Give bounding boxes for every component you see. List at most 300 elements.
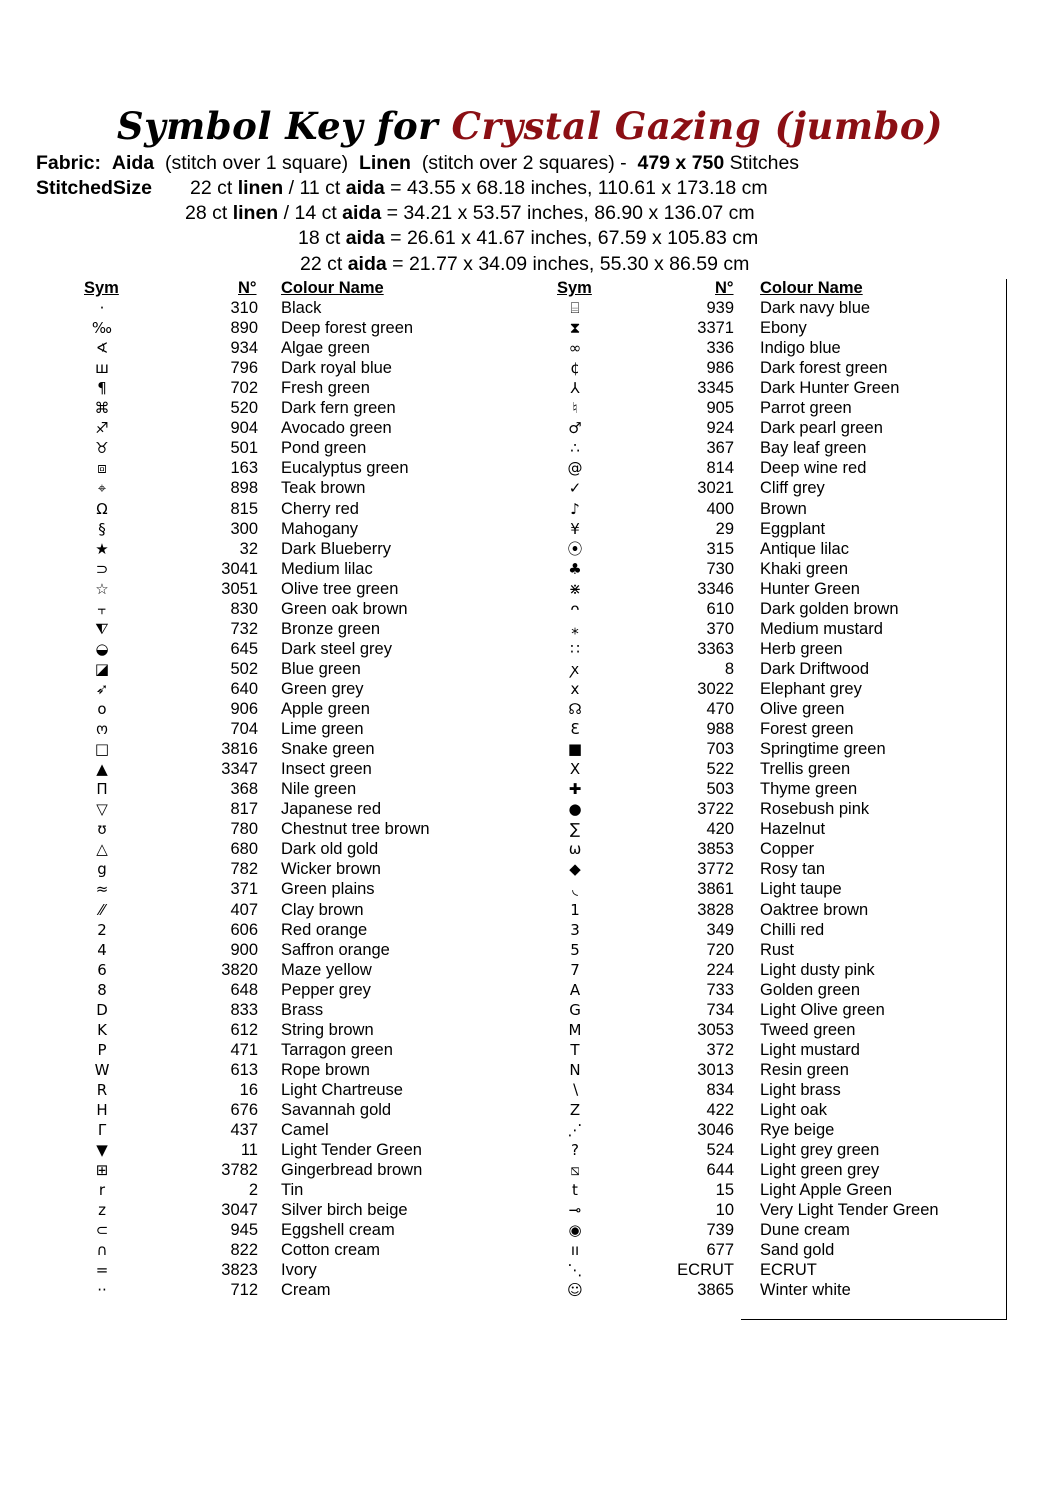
colour-name: Green oak brown bbox=[281, 599, 408, 618]
symbol-glyph: o bbox=[97, 700, 107, 718]
colour-number: 3722 bbox=[697, 800, 734, 819]
colour-number: 780 bbox=[230, 820, 258, 839]
symbol-glyph: ·· bbox=[97, 1281, 107, 1300]
key-row-right bbox=[0, 839, 1060, 859]
colour-number: 782 bbox=[230, 860, 258, 879]
colour-name: Deep forest green bbox=[281, 319, 414, 338]
symbol-glyph: G bbox=[569, 1000, 581, 1019]
colour-number: 986 bbox=[706, 359, 734, 378]
colour-name: Cliff grey bbox=[760, 479, 825, 498]
symbol-glyph: ∑ bbox=[569, 820, 581, 839]
colour-name: Olive green bbox=[760, 700, 845, 718]
colour-number: 3022 bbox=[697, 679, 734, 698]
header-name-right: Colour Name bbox=[760, 279, 863, 297]
colour-name: Sand gold bbox=[760, 1241, 835, 1260]
colour-number: 904 bbox=[230, 419, 258, 438]
symbol-glyph: Π bbox=[96, 780, 108, 799]
colour-name: Insect green bbox=[281, 760, 372, 779]
symbol-glyph: R bbox=[96, 1080, 108, 1099]
symbol-glyph: ⋰ bbox=[567, 1121, 583, 1140]
symbol-glyph: ◆ bbox=[569, 860, 581, 879]
colour-name: Rosy tan bbox=[760, 860, 826, 879]
colour-number: 400 bbox=[706, 499, 734, 518]
colour-number: 822 bbox=[230, 1241, 258, 1260]
key-row-right bbox=[0, 940, 1060, 960]
colour-name: Brass bbox=[281, 1000, 324, 1019]
colour-number: 3782 bbox=[221, 1161, 258, 1180]
colour-number: 422 bbox=[706, 1101, 734, 1119]
symbol-glyph: Ω bbox=[96, 499, 108, 518]
colour-number: 370 bbox=[706, 619, 734, 638]
colour-name: Light Tender Green bbox=[281, 1141, 422, 1160]
colour-name: Light taupe bbox=[760, 880, 842, 899]
symbol-glyph: ? bbox=[571, 1141, 579, 1160]
colour-number: 367 bbox=[706, 439, 734, 458]
key-row-right bbox=[0, 679, 1060, 699]
symbol-glyph: ♣ bbox=[568, 559, 582, 578]
symbol-glyph: 8 bbox=[97, 980, 107, 999]
key-row-right bbox=[0, 1000, 1060, 1020]
colour-name: Camel bbox=[281, 1121, 329, 1140]
key-row-right bbox=[0, 1220, 1060, 1240]
symbol-glyph: ¥ bbox=[570, 519, 580, 538]
colour-number: 437 bbox=[230, 1121, 258, 1140]
symbol-glyph: g bbox=[97, 860, 107, 879]
symbol-glyph: r bbox=[98, 1181, 106, 1200]
symbol-glyph: ⌸ bbox=[570, 299, 580, 317]
symbol-glyph: ◟ bbox=[572, 880, 578, 899]
colour-name: Green grey bbox=[281, 679, 364, 698]
colour-number: 3041 bbox=[221, 559, 258, 578]
symbol-glyph: ▼ bbox=[96, 1141, 108, 1160]
colour-number: 15 bbox=[715, 1181, 734, 1200]
colour-name: Springtime green bbox=[760, 740, 886, 759]
colour-number: 924 bbox=[706, 419, 734, 438]
key-row-right bbox=[0, 1180, 1060, 1200]
colour-number: 905 bbox=[706, 399, 734, 418]
key-row-right bbox=[0, 819, 1060, 839]
colour-name: Red orange bbox=[281, 920, 368, 939]
key-row-right bbox=[0, 739, 1060, 759]
colour-number: 501 bbox=[230, 439, 258, 458]
colour-name: Light Olive green bbox=[760, 1000, 885, 1019]
colour-name: String brown bbox=[281, 1020, 374, 1039]
colour-name: Eggshell cream bbox=[281, 1221, 395, 1240]
key-row-right bbox=[0, 859, 1060, 879]
colour-number: 3865 bbox=[697, 1281, 734, 1300]
colour-name: Dark Driftwood bbox=[760, 659, 870, 678]
fabric-linen-note: (stitch over 2 squares) - bbox=[421, 152, 627, 174]
symbol-glyph: ⊸ bbox=[568, 1201, 582, 1220]
colour-number: 732 bbox=[230, 619, 258, 638]
colour-number: 3371 bbox=[697, 319, 734, 338]
colour-number: 407 bbox=[230, 900, 258, 919]
colour-name: Rope brown bbox=[281, 1060, 370, 1079]
symbol-glyph: ıı bbox=[570, 1241, 580, 1260]
colour-number: 32 bbox=[239, 539, 258, 558]
colour-name: Silver birch beige bbox=[281, 1201, 408, 1220]
key-row-right bbox=[0, 1200, 1060, 1220]
colour-number: 815 bbox=[230, 499, 258, 518]
symbol-glyph: ♮ bbox=[572, 399, 578, 418]
colour-name: Rosebush pink bbox=[760, 800, 870, 819]
symbol-glyph: · bbox=[99, 299, 105, 317]
colour-name: Savannah gold bbox=[281, 1101, 392, 1119]
colour-number: 503 bbox=[706, 780, 734, 799]
colour-name: Indigo blue bbox=[760, 339, 841, 358]
symbol-glyph: A bbox=[569, 980, 581, 999]
symbol-glyph: @ bbox=[567, 459, 583, 478]
size-line: 18 ct aida = 26.61 x 41.67 inches, 67.59 x 105.83 cm bbox=[298, 227, 759, 249]
table-border-right bbox=[1006, 279, 1007, 1320]
symbol-glyph: P bbox=[97, 1040, 107, 1059]
colour-number: 471 bbox=[230, 1040, 258, 1059]
colour-name: Chestnut tree brown bbox=[281, 820, 430, 839]
colour-name: Light Chartreuse bbox=[281, 1080, 403, 1099]
colour-name: Dark pearl green bbox=[760, 419, 883, 438]
colour-number: 3053 bbox=[697, 1020, 734, 1039]
symbol-glyph: ⧅ bbox=[570, 1161, 580, 1180]
symbol-glyph: ♐ bbox=[95, 419, 109, 438]
colour-number: 29 bbox=[715, 519, 734, 538]
key-row-right bbox=[0, 799, 1060, 819]
symbol-glyph: ◉ bbox=[568, 1221, 582, 1240]
symbol-glyph: D bbox=[96, 1000, 108, 1019]
symbol-glyph: ⋇ bbox=[568, 579, 582, 598]
colour-name: Dark fern green bbox=[281, 399, 396, 418]
symbol-glyph: Γ bbox=[97, 1121, 107, 1140]
colour-name: Trellis green bbox=[760, 760, 851, 779]
colour-number: 3345 bbox=[697, 379, 734, 398]
colour-name: Brown bbox=[760, 499, 807, 518]
colour-number: 3051 bbox=[221, 579, 258, 598]
symbol-glyph: T bbox=[570, 1040, 580, 1059]
colour-name: Very Light Tender Green bbox=[760, 1201, 939, 1220]
colour-number: 224 bbox=[706, 960, 734, 979]
key-row-right bbox=[0, 719, 1060, 739]
colour-number: 3820 bbox=[221, 960, 258, 979]
key-row-right bbox=[0, 438, 1060, 458]
colour-name: Cotton cream bbox=[281, 1241, 381, 1260]
colour-number: 10 bbox=[715, 1201, 734, 1220]
colour-number: 372 bbox=[706, 1040, 734, 1059]
symbol-glyph: z bbox=[98, 1201, 106, 1220]
header-name-left: Colour Name bbox=[281, 279, 384, 297]
colour-name: Dark navy blue bbox=[760, 299, 871, 317]
colour-number: 420 bbox=[706, 820, 734, 839]
colour-name: Dark royal blue bbox=[281, 359, 392, 378]
colour-name: Black bbox=[281, 299, 322, 317]
colour-name: Forest green bbox=[760, 720, 854, 739]
colour-number: 830 bbox=[230, 599, 258, 618]
key-row-right bbox=[0, 960, 1060, 980]
colour-name: Fresh green bbox=[281, 379, 370, 398]
colour-name: Cream bbox=[281, 1281, 331, 1300]
colour-number: 680 bbox=[230, 840, 258, 859]
colour-number: 900 bbox=[230, 940, 258, 959]
symbol-glyph: Ⅹ bbox=[569, 760, 581, 779]
size-line: 22 ct linen / 11 ct aida = 43.55 x 68.18 inches, 110.61 x 173.18 cm bbox=[190, 177, 768, 199]
colour-name: Pond green bbox=[281, 439, 367, 458]
symbol-glyph: ∖ bbox=[570, 1080, 580, 1099]
symbol-glyph: ★ bbox=[95, 539, 109, 558]
colour-number: 898 bbox=[230, 479, 258, 498]
colour-number: 524 bbox=[706, 1141, 734, 1160]
colour-name: Deep wine red bbox=[760, 459, 867, 478]
colour-name: Dark golden brown bbox=[760, 599, 899, 618]
symbol-glyph: 1 bbox=[570, 900, 580, 919]
key-row-right bbox=[0, 1100, 1060, 1120]
symbol-glyph: ■ bbox=[567, 740, 583, 759]
header-sym-right: Sym bbox=[557, 279, 592, 297]
table-border-bottom bbox=[741, 1319, 1007, 1320]
colour-name: Light Apple Green bbox=[760, 1181, 893, 1200]
colour-name: Tarragon green bbox=[281, 1040, 393, 1059]
symbol-glyph: x bbox=[570, 679, 580, 698]
symbol-glyph: ო bbox=[96, 720, 108, 739]
stitched-size-label: StitchedSize bbox=[36, 177, 152, 199]
fabric-line bbox=[36, 152, 799, 175]
symbol-glyph: t bbox=[572, 1181, 578, 1200]
colour-number: 3363 bbox=[697, 639, 734, 658]
colour-number: 712 bbox=[230, 1281, 258, 1300]
colour-number: 3828 bbox=[697, 900, 734, 919]
key-row-right bbox=[0, 1060, 1060, 1080]
symbol-glyph: ¢ bbox=[570, 359, 580, 378]
symbol-glyph: ▽ bbox=[96, 800, 108, 819]
key-row-right bbox=[0, 579, 1060, 599]
symbol-glyph: 3 bbox=[570, 920, 580, 939]
key-row-right bbox=[0, 879, 1060, 899]
key-row-right bbox=[0, 759, 1060, 779]
colour-name: Saffron orange bbox=[281, 940, 390, 959]
colour-name: Apple green bbox=[281, 700, 370, 718]
key-row-right bbox=[0, 900, 1060, 920]
colour-number: 3047 bbox=[221, 1201, 258, 1220]
colour-number: 2 bbox=[248, 1181, 258, 1200]
colour-number: 3021 bbox=[697, 479, 734, 498]
symbol-glyph: ⋱ bbox=[567, 1261, 583, 1280]
symbol-glyph: 4 bbox=[97, 940, 107, 959]
colour-number: 702 bbox=[230, 379, 258, 398]
colour-number: 817 bbox=[230, 800, 258, 819]
colour-name: Golden green bbox=[760, 980, 860, 999]
colour-number: 833 bbox=[230, 1000, 258, 1019]
key-row-right bbox=[0, 418, 1060, 438]
colour-name: Dark Hunter Green bbox=[760, 379, 900, 398]
colour-name: Algae green bbox=[281, 339, 370, 358]
colour-name: Light grey green bbox=[760, 1141, 880, 1160]
colour-number: 3013 bbox=[697, 1060, 734, 1079]
colour-name: Bronze green bbox=[281, 619, 381, 638]
colour-number: 613 bbox=[230, 1060, 258, 1079]
key-row-right bbox=[0, 1080, 1060, 1100]
header-num-right: N° bbox=[715, 279, 734, 297]
colour-number: 3823 bbox=[221, 1261, 258, 1280]
symbol-glyph: ⌘ bbox=[94, 399, 110, 418]
colour-name: Snake green bbox=[281, 740, 375, 759]
symbol-glyph: ∞ bbox=[568, 339, 582, 358]
symbol-glyph: K bbox=[97, 1020, 107, 1039]
key-row-right bbox=[0, 1140, 1060, 1160]
key-row-right bbox=[0, 458, 1060, 478]
key-row-right bbox=[0, 559, 1060, 579]
colour-name: Dark old gold bbox=[281, 840, 379, 859]
symbol-glyph: ☊ bbox=[568, 700, 582, 718]
symbol-glyph: M bbox=[568, 1020, 582, 1039]
symbol-glyph: ♉ bbox=[95, 439, 109, 458]
colour-number: 676 bbox=[230, 1101, 258, 1119]
colour-name: Teak brown bbox=[281, 479, 366, 498]
colour-number: 606 bbox=[230, 920, 258, 939]
colour-name: Herb green bbox=[760, 639, 843, 658]
colour-name: Dark forest green bbox=[760, 359, 888, 378]
colour-name: Mahogany bbox=[281, 519, 359, 538]
key-row-right bbox=[0, 920, 1060, 940]
colour-name: Eggplant bbox=[760, 519, 826, 538]
symbol-glyph: ≈ bbox=[95, 880, 109, 899]
colour-name: Eucalyptus green bbox=[281, 459, 409, 478]
symbol-glyph: ⅄ bbox=[570, 379, 580, 398]
colour-number: 3772 bbox=[697, 860, 734, 879]
colour-name: Elephant grey bbox=[760, 679, 862, 698]
symbol-glyph: ⌖ bbox=[97, 479, 107, 498]
colour-name: Japanese red bbox=[281, 800, 381, 819]
key-row-right bbox=[0, 1040, 1060, 1060]
symbol-glyph: ⫟ bbox=[97, 599, 107, 618]
symbol-glyph: ♪ bbox=[570, 499, 580, 518]
symbol-glyph: ∢ bbox=[95, 339, 109, 358]
colour-number: 739 bbox=[706, 1221, 734, 1240]
colour-number: 470 bbox=[706, 700, 734, 718]
fabric-linen: Linen bbox=[358, 152, 411, 174]
key-row-right bbox=[0, 699, 1060, 719]
symbol-glyph: 2 bbox=[97, 920, 107, 939]
colour-number: 3347 bbox=[221, 760, 258, 779]
colour-name: Wicker brown bbox=[281, 860, 381, 879]
colour-number: 733 bbox=[706, 980, 734, 999]
symbol-glyph: W bbox=[94, 1060, 110, 1079]
symbol-glyph: ▲ bbox=[96, 760, 108, 779]
colour-number: 3046 bbox=[697, 1121, 734, 1140]
symbol-glyph: ⁎ bbox=[571, 619, 579, 638]
colour-number: 644 bbox=[706, 1161, 734, 1180]
symbol-glyph: ⦿ bbox=[567, 539, 583, 558]
symbol-glyph: N bbox=[569, 1060, 581, 1079]
key-row-right bbox=[0, 980, 1060, 1000]
colour-name: Light brass bbox=[760, 1080, 841, 1099]
symbol-glyph: △ bbox=[96, 840, 108, 859]
symbol-glyph: 7 bbox=[570, 960, 580, 979]
colour-number: 163 bbox=[230, 459, 258, 478]
colour-number: 3816 bbox=[221, 740, 258, 759]
symbol-glyph: = bbox=[95, 1261, 109, 1280]
colour-name: Oaktree brown bbox=[760, 900, 869, 919]
symbol-glyph: ☆ bbox=[95, 579, 109, 598]
colour-name: Light mustard bbox=[760, 1040, 860, 1059]
symbol-glyph: ¶ bbox=[97, 379, 107, 398]
symbol-glyph: ‰ bbox=[91, 319, 113, 338]
colour-name: ECRUT bbox=[760, 1261, 817, 1280]
symbol-glyph: ✚ bbox=[568, 780, 582, 799]
colour-number: 371 bbox=[230, 880, 258, 899]
colour-number: 300 bbox=[230, 519, 258, 538]
colour-name: Antique lilac bbox=[760, 539, 849, 558]
symbol-glyph: ꭗ bbox=[571, 659, 579, 678]
symbol-glyph: ⁄⁄ bbox=[99, 900, 105, 919]
colour-number: ECRUT bbox=[677, 1261, 734, 1280]
symbol-glyph: § bbox=[98, 519, 106, 538]
symbol-glyph: ʊ bbox=[97, 820, 107, 839]
title-pattern-name: Crystal Gazing (jumbo) bbox=[451, 104, 944, 148]
colour-name: Blue green bbox=[281, 659, 361, 678]
key-row-right bbox=[0, 639, 1060, 659]
symbol-glyph: ⊂ bbox=[95, 1221, 109, 1240]
colour-number: 610 bbox=[706, 599, 734, 618]
colour-name: Tweed green bbox=[760, 1020, 856, 1039]
colour-number: 640 bbox=[230, 679, 258, 698]
symbol-glyph: ⧗ bbox=[569, 319, 581, 338]
key-row-right bbox=[0, 1120, 1060, 1140]
colour-name: Olive tree green bbox=[281, 579, 399, 598]
colour-number: 310 bbox=[230, 299, 258, 317]
symbol-glyph: ☺ bbox=[567, 1281, 583, 1300]
symbol-glyph: ω bbox=[568, 840, 582, 859]
key-row-right bbox=[0, 499, 1060, 519]
colour-name: Clay brown bbox=[281, 900, 364, 919]
colour-name: Cherry red bbox=[281, 499, 359, 518]
colour-number: 648 bbox=[230, 980, 258, 999]
colour-name: Medium lilac bbox=[281, 559, 373, 578]
key-row-right bbox=[0, 779, 1060, 799]
colour-name: Ebony bbox=[760, 319, 807, 338]
colour-number: 939 bbox=[706, 299, 734, 317]
symbol-glyph: Ɛ bbox=[570, 720, 580, 739]
colour-name: Maze yellow bbox=[281, 960, 372, 979]
key-row-right bbox=[0, 338, 1060, 358]
key-row-right bbox=[0, 659, 1060, 679]
stitch-count: 479 x 750 bbox=[637, 152, 725, 174]
colour-name: Hazelnut bbox=[760, 820, 826, 839]
colour-number: 502 bbox=[230, 659, 258, 678]
symbol-glyph: 5 bbox=[570, 940, 580, 959]
symbol-glyph: ∴ bbox=[570, 439, 580, 458]
colour-number: 3861 bbox=[697, 880, 734, 899]
colour-name: Nile green bbox=[281, 780, 357, 799]
colour-number: 8 bbox=[724, 659, 734, 678]
colour-number: 906 bbox=[230, 700, 258, 718]
colour-name: Green plains bbox=[281, 880, 375, 899]
colour-number: 11 bbox=[240, 1141, 258, 1160]
symbol-glyph: 6 bbox=[97, 960, 107, 979]
colour-name: Rye beige bbox=[760, 1121, 835, 1140]
symbol-glyph: ◒ bbox=[95, 639, 109, 658]
colour-number: 336 bbox=[706, 339, 734, 358]
symbol-glyph: ♂ bbox=[568, 419, 582, 438]
symbol-glyph: ✓ bbox=[568, 479, 582, 498]
title-prefix: Symbol Key for bbox=[116, 104, 452, 148]
fabric-aida-note: (stitch over 1 square) bbox=[164, 152, 349, 174]
fabric-label: Fabric: bbox=[36, 152, 102, 174]
colour-name: Thyme green bbox=[760, 780, 858, 799]
symbol-glyph: ᴖ bbox=[570, 599, 580, 618]
colour-name: Copper bbox=[760, 840, 815, 859]
key-row-right bbox=[0, 519, 1060, 539]
colour-number: 704 bbox=[230, 720, 258, 739]
colour-number: 16 bbox=[239, 1080, 258, 1099]
colour-name: Light green grey bbox=[760, 1161, 880, 1180]
colour-name: Gingerbread brown bbox=[281, 1161, 423, 1180]
